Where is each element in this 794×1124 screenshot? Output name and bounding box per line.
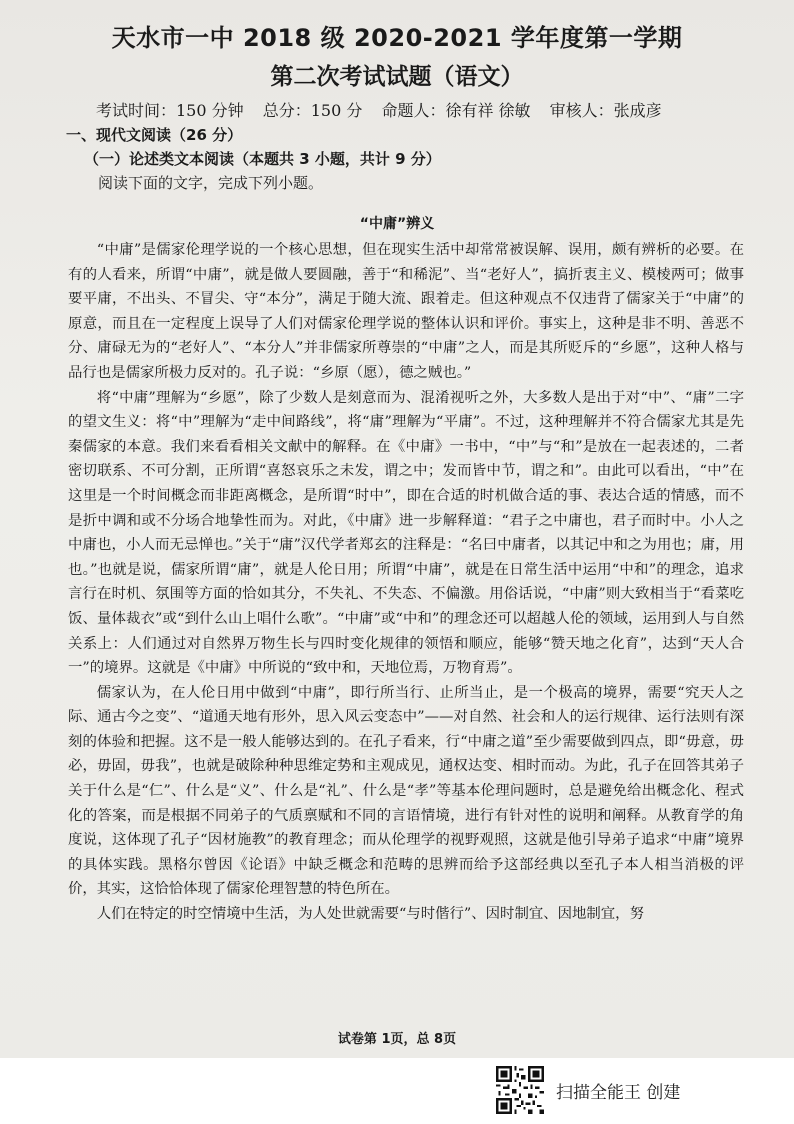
exam-time: 考试时间：150 分钟 <box>96 101 244 120</box>
exam-author: 命题人：徐有祥 徐敏 <box>381 101 531 120</box>
essay-paragraph: 将“中庸”理解为“乡愿”，除了少数人是刻意而为、混淆视听之外，大多数人是出于对“中”、“庸”二字的望文生义：将“中”理解为“走中间路线”，将“庸”理解为“平庸”。不过，这种理解并不符合儒家尤其是先秦儒家的本意。我们来看看相关文献中的解释。在《中庸》一书中，“中”与“和”是放在一起表述的，二者密切联系、不可分割，正所谓“喜怒哀乐之未发，谓之中；发而皆中节，谓之和”。由此可以看出，“中”在这里是一个时间概念而非距离概念，是所谓“时中”，即在合适的时机做合适的事、表达合适的情感，而不是折中调和或不分场合地挚性而为。对此，《中庸》进一步解释道：“君子之中庸也，君子而时中。小人之中庸也，小人而无忌惮也。”关于“庸”汉代学者郑玄的注释是：“名曰中庸者，以其记中和之为用也；庸，用也。”也就是说，儒家所谓“庸”，就是人伦日用；所谓“中庸”，就是在日常生活中运用“中和”的理念，追求言行在时机、氛围等方面的恰如其分，不失礼、不失态、不偏激。用俗话说，“中庸”则大致相当于“看菜吃饭、量体裁衣”或“到什么山上唱什么歌”。“中庸”或“中和”的理念还可以超越人伦的领域，运用到人与自然关系上：人们通过对自然界万物生长与四时变化规律的领悟和顺应，能够“赞天地之化育”，达到“天人合一”的境界。这就是《中庸》中所说的“致中和，天地位焉，万物育焉”。 <box>68 389 744 677</box>
essay-paragraph: “中庸”是儒家伦理学说的一个核心思想，但在现实生活中却常常被误解、误用，颇有辨析的必要。在有的人看来，所谓“中庸”，就是做人要圆融，善于“和稀泥”、当“老好人”，搞折衷主义、模棱两可；做事要平庸，不出头、不冒尖、守“本分”，满足于随大流、跟着走。但这种观点不仅违背了儒家关于“中庸”的原意，而且在一定程度上误导了人们对儒家伦理学说的整体认识和评价。事实上，这种是非不明、善恶不分、庸碌无为的“老好人”、“本分人”并非儒家所尊崇的“中庸”之人，而是其所贬斥的“乡愿”，这种人格与品行也是儒家所极力反对的。孔子说：“乡原（愿），德之贼也。” <box>68 242 744 381</box>
qr-code-icon <box>496 1066 544 1114</box>
scanner-watermark: 扫描全能王 创建 <box>556 1083 681 1103</box>
page-number: 试卷第 1页，总 8页 <box>337 1032 457 1047</box>
subsection-heading: （一）论述类文本阅读（本题共 3 小题，共计 9 分） <box>84 150 441 168</box>
reading-instruction: 阅读下面的文字，完成下列小题。 <box>98 174 324 192</box>
section-heading: 一、现代文阅读（26 分） <box>66 126 243 144</box>
essay-paragraph: 儒家认为，在人伦日用中做到“中庸”，即行所当行、止所当止，是一个极高的境界，需要“究天人之际、通古今之变”、“道通天地有形外，思入风云变态中”——对自然、社会和人的运行规律、运行法则有深刻的体验和把握。这不是一般人能够达到的。在孔子看来，行“中庸之道”至少需要做到四点，即“毋意，毋必，毋固，毋我”，也就是破除种种思维定势和主观成见，通权达变、相时而动。为此，孔子在回答其弟子关于什么是“仁”、什么是“义”、什么是“礼”、什么是“孝”等基本伦理问题时，总是避免给出概念化、程式化的答案，而是根据不同弟子的气质禀赋和不同的言语情境，进行有针对性的说明和阐释。从教育学的角度说，这体现了孔子“因材施教”的教育理念；而从伦理学的视野观照，这就是他引导弟子追求“中庸”境界的具体实践。黑格尔曾因《论语》中缺乏概念和范畴的思辨而给予这部经典以至孔子本人相当消极的评价，其实，这恰恰体现了儒家伦理智慧的特色所在。 <box>68 684 744 898</box>
essay-title: “中庸”辨义 <box>359 216 435 232</box>
essay-paragraph: 人们在特定的时空情境中生活，为人处世就需要“与时偕行”、因时制宜、因地制宜，努 <box>96 906 644 923</box>
exam-reviewer: 审核人：张成彦 <box>549 101 662 120</box>
exam-title-line1: 天水市一中 2018 级 2020-2021 学年度第一学期 <box>111 24 683 52</box>
exam-total-score: 总分：150 分 <box>262 101 363 120</box>
exam-title-line2: 第二次考试试题（语文） <box>270 64 524 90</box>
exam-info <box>96 98 776 121</box>
essay-body <box>68 238 744 927</box>
